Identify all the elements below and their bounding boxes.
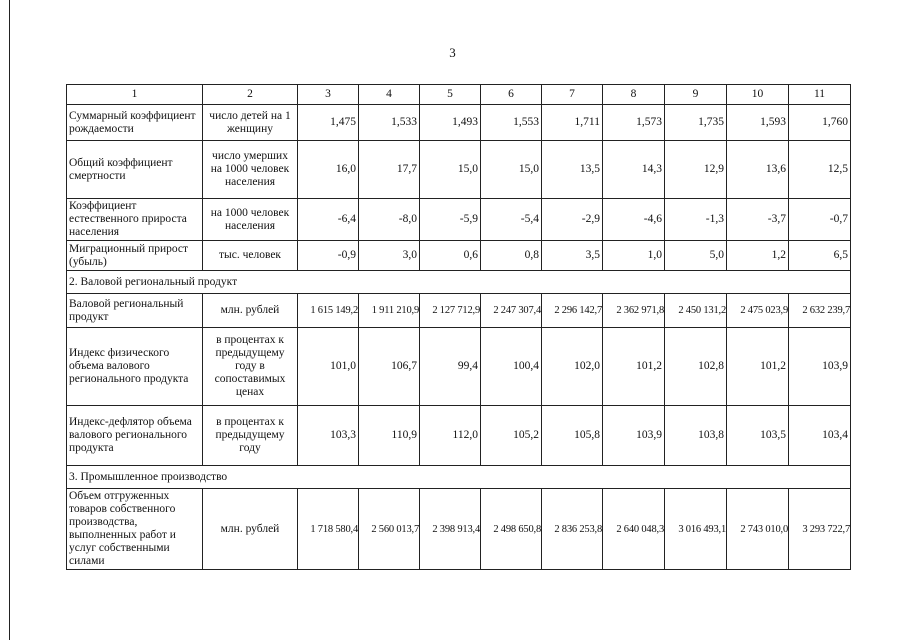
- value-cell: -2,9: [542, 199, 603, 241]
- value-cell: -1,3: [665, 199, 727, 241]
- table-row: [67, 489, 851, 570]
- value-cell: 1,735: [665, 105, 727, 141]
- value-cell: -0,7: [789, 199, 851, 241]
- indicator-cell: Индекс физического объема валового регионального продукта: [67, 328, 203, 406]
- value-cell: 2 498 650,8: [481, 489, 542, 570]
- unit-cell: на 1000 человек населения: [203, 199, 298, 241]
- column-header: 2: [203, 85, 298, 105]
- value-cell: 2 632 239,7: [789, 294, 851, 328]
- value-cell: 101,0: [298, 328, 359, 406]
- section-title: 3. Промышленное производство: [67, 466, 851, 489]
- value-cell: 106,7: [359, 328, 420, 406]
- value-cell: 3 016 493,1: [665, 489, 727, 570]
- indicator-cell: Миграционный прирост (убыль): [67, 241, 203, 271]
- value-cell: 102,8: [665, 328, 727, 406]
- value-cell: 2 743 010,0: [727, 489, 789, 570]
- value-cell: 105,2: [481, 406, 542, 466]
- value-cell: 112,0: [420, 406, 481, 466]
- value-cell: 1,475: [298, 105, 359, 141]
- value-cell: 3 293 722,7: [789, 489, 851, 570]
- value-cell: 101,2: [727, 328, 789, 406]
- column-header: 4: [359, 85, 420, 105]
- unit-cell: число детей на 1 женщину: [203, 105, 298, 141]
- value-cell: 2 398 913,4: [420, 489, 481, 570]
- value-cell: 99,4: [420, 328, 481, 406]
- value-cell: 1,593: [727, 105, 789, 141]
- value-cell: 12,5: [789, 141, 851, 199]
- value-cell: 1 718 580,4: [298, 489, 359, 570]
- value-cell: -0,9: [298, 241, 359, 271]
- indicator-cell: Объем отгруженных товаров собственного производства, выполненных работ и услуг собственными силами: [67, 489, 203, 570]
- table-row: [67, 105, 851, 141]
- column-header: 7: [542, 85, 603, 105]
- value-cell: -6,4: [298, 199, 359, 241]
- value-cell: -4,6: [603, 199, 665, 241]
- column-header: 10: [727, 85, 789, 105]
- value-cell: 105,8: [542, 406, 603, 466]
- value-cell: 1,533: [359, 105, 420, 141]
- value-cell: 13,6: [727, 141, 789, 199]
- value-cell: 2 475 023,9: [727, 294, 789, 328]
- table-header-row: [67, 85, 851, 105]
- page-number: 3: [449, 45, 456, 60]
- value-cell: 6,5: [789, 241, 851, 271]
- value-cell: 1,2: [727, 241, 789, 271]
- value-cell: 0,6: [420, 241, 481, 271]
- value-cell: 103,5: [727, 406, 789, 466]
- value-cell: 2 450 131,2: [665, 294, 727, 328]
- value-cell: -5,9: [420, 199, 481, 241]
- indicator-cell: Индекс-дефлятор объема валового регионального продукта: [67, 406, 203, 466]
- value-cell: 2 362 971,8: [603, 294, 665, 328]
- value-cell: 2 836 253,8: [542, 489, 603, 570]
- value-cell: 1 615 149,2: [298, 294, 359, 328]
- unit-cell: млн. рублей: [203, 294, 298, 328]
- value-cell: 1,0: [603, 241, 665, 271]
- table-row: [67, 406, 851, 466]
- table-row: [67, 328, 851, 406]
- value-cell: 103,9: [603, 406, 665, 466]
- unit-cell: в процентах к предыдущему году в сопоставимых ценах: [203, 328, 298, 406]
- indicator-cell: Коэффициент естественного прироста населения: [67, 199, 203, 241]
- indicator-cell: Суммарный коэффициент рождаемости: [67, 105, 203, 141]
- value-cell: 100,4: [481, 328, 542, 406]
- value-cell: 2 560 013,7: [359, 489, 420, 570]
- column-header: 1: [67, 85, 203, 105]
- indicator-cell: Общий коэффициент смертности: [67, 141, 203, 199]
- value-cell: -8,0: [359, 199, 420, 241]
- value-cell: 1 911 210,9: [359, 294, 420, 328]
- section-title: 2. Валовой региональный продукт: [67, 271, 851, 294]
- column-header: 6: [481, 85, 542, 105]
- column-header: 8: [603, 85, 665, 105]
- value-cell: 103,4: [789, 406, 851, 466]
- value-cell: 2 127 712,9: [420, 294, 481, 328]
- table-row: [67, 241, 851, 271]
- column-header: 3: [298, 85, 359, 105]
- value-cell: 12,9: [665, 141, 727, 199]
- value-cell: 102,0: [542, 328, 603, 406]
- value-cell: 2 640 048,3: [603, 489, 665, 570]
- value-cell: 103,8: [665, 406, 727, 466]
- value-cell: 13,5: [542, 141, 603, 199]
- value-cell: -5,4: [481, 199, 542, 241]
- unit-cell: тыс. человек: [203, 241, 298, 271]
- value-cell: 17,7: [359, 141, 420, 199]
- unit-cell: число умерших на 1000 человек населения: [203, 141, 298, 199]
- value-cell: 1,573: [603, 105, 665, 141]
- unit-cell: млн. рублей: [203, 489, 298, 570]
- table-row: [67, 199, 851, 241]
- column-header: 5: [420, 85, 481, 105]
- value-cell: 103,9: [789, 328, 851, 406]
- value-cell: 0,8: [481, 241, 542, 271]
- value-cell: 3,0: [359, 241, 420, 271]
- value-cell: 1,553: [481, 105, 542, 141]
- value-cell: -3,7: [727, 199, 789, 241]
- value-cell: 1,711: [542, 105, 603, 141]
- value-cell: 110,9: [359, 406, 420, 466]
- value-cell: 2 296 142,7: [542, 294, 603, 328]
- table-row: [67, 294, 851, 328]
- section-row: [67, 466, 851, 489]
- column-header: 9: [665, 85, 727, 105]
- value-cell: 2 247 307,4: [481, 294, 542, 328]
- statistics-table: [66, 84, 851, 570]
- section-row: [67, 271, 851, 294]
- value-cell: 5,0: [665, 241, 727, 271]
- unit-cell: в процентах к предыдущему году: [203, 406, 298, 466]
- value-cell: 1,760: [789, 105, 851, 141]
- table-row: [67, 141, 851, 199]
- page-edge-line: [9, 0, 10, 640]
- indicator-cell: Валовой региональный продукт: [67, 294, 203, 328]
- value-cell: 101,2: [603, 328, 665, 406]
- value-cell: 3,5: [542, 241, 603, 271]
- value-cell: 103,3: [298, 406, 359, 466]
- value-cell: 15,0: [420, 141, 481, 199]
- value-cell: 1,493: [420, 105, 481, 141]
- value-cell: 16,0: [298, 141, 359, 199]
- column-header: 11: [789, 85, 851, 105]
- value-cell: 15,0: [481, 141, 542, 199]
- value-cell: 14,3: [603, 141, 665, 199]
